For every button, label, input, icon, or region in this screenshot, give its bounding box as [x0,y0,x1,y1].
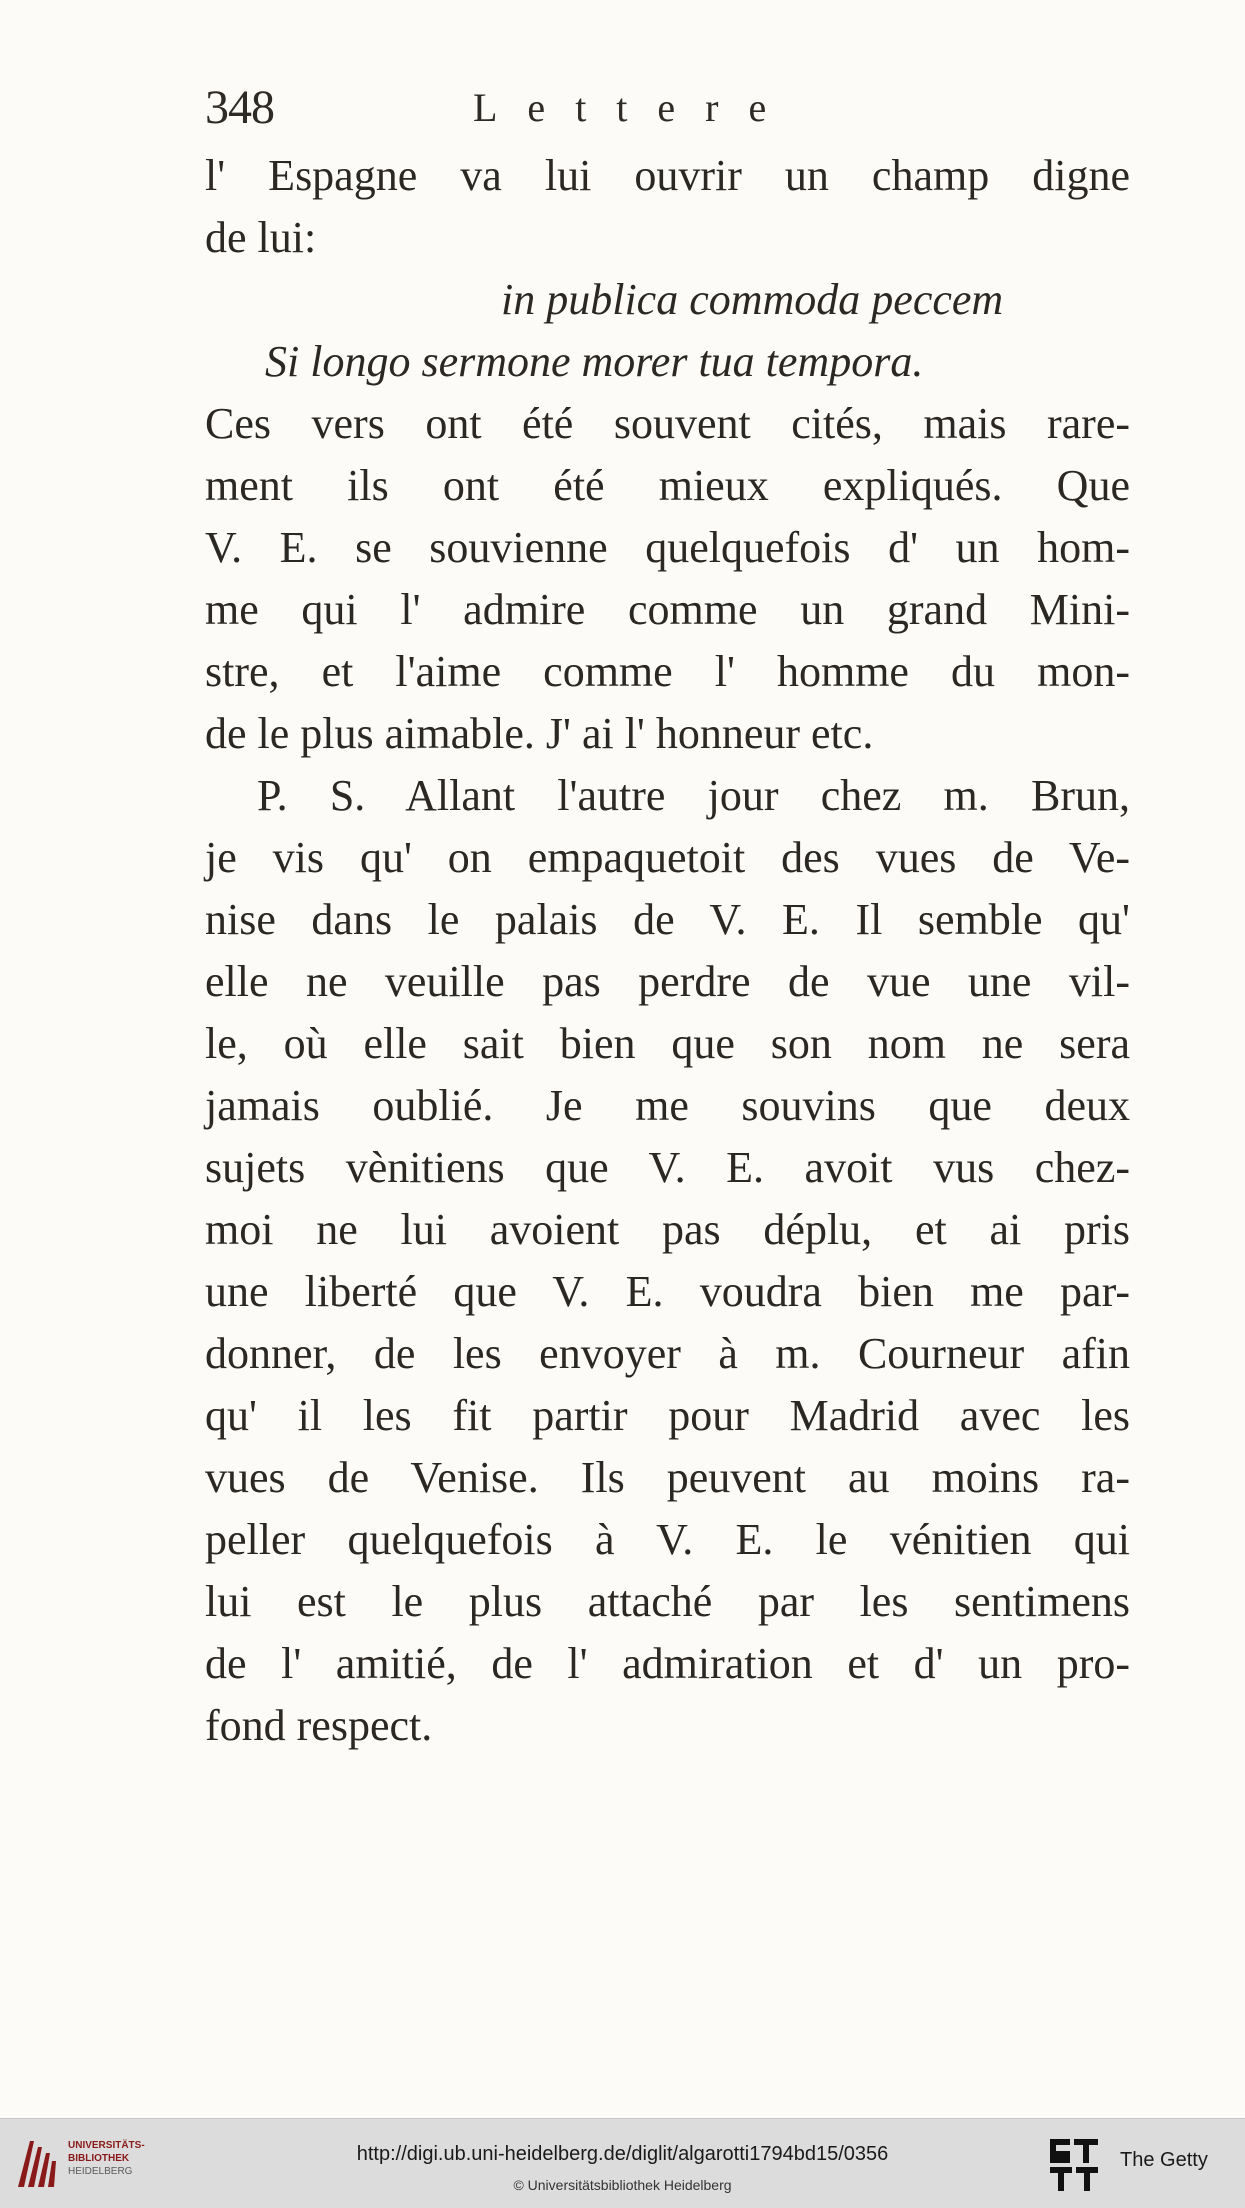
text-line: peller quelquefois à V. E. le vénitien qui [205,1515,1130,1564]
text-line: jamais oublié. Je me souvins que deux [205,1081,1130,1130]
copyright-notice: © Universitätsbibliothek Heidelberg [513,2177,732,2193]
text-line: sujets vènitiens que V. E. avoit vus chez- [205,1143,1130,1192]
text-line: fond respect. [205,1701,433,1750]
page-header [205,80,1065,140]
verse-line: in publica commoda peccem [501,275,1004,324]
running-head: Lettere [473,85,797,130]
text-line: de le plus aimable. J' ai l' honneur etc. [205,709,874,758]
institution-line: HEIDELBERG [68,2166,133,2177]
text-line: P. S. Allant l'autre jour chez m. Brun, [257,771,1130,820]
text-line: je vis qu' on empaquetoit des vues de Ve- [205,833,1130,882]
text-line: elle ne veuille pas perdre de vue une vil- [205,957,1130,1006]
text-line: moi ne lui avoient pas déplu, et ai pris [205,1205,1130,1254]
text-line: l' Espagne va lui ouvrir un champ digne [205,151,1130,200]
permalink-url[interactable]: http://digi.ub.uni-heidelberg.de/diglit/algarotti1794bd15/0356 [356,2143,889,2165]
text-line: le, où elle sait bien que son nom ne sera [205,1019,1130,1068]
text-line: nise dans le palais de V. E. Il semble qu' [205,895,1130,944]
text-line: Ces vers ont été souvent cités, mais rare- [205,399,1130,448]
text-line: me qui l' admire comme un grand Mini- [205,585,1130,634]
body-text [205,145,1130,1757]
text-line: ment ils ont été mieux expliqués. Que [205,461,1130,510]
text-line: stre, et l'aime comme l' homme du mon- [205,647,1130,696]
text-line: vues de Venise. Ils peuvent au moins ra- [205,1453,1130,1502]
institution-line: UNIVERSITÄTS- [68,2140,145,2151]
page-number: 348 [205,81,274,134]
text-line: qu' il les fit partir pour Madrid avec les [205,1391,1130,1440]
getty-label: The Getty [1120,2149,1208,2171]
verse-line: Si longo sermone morer tua tempora. [265,337,924,386]
institution-line: BIBLIOTHEK [68,2153,130,2164]
text-line: une liberté que V. E. voudra bien me par- [205,1267,1130,1316]
text-line: donner, de les envoyer à m. Courneur afin [205,1329,1130,1378]
viewer-footer [0,2118,1245,2208]
text-line: de l' amitié, de l' admiration et d' un pro- [205,1639,1130,1688]
text-line: V. E. se souvienne quelquefois d' un hom- [205,523,1130,572]
text-line: de lui: [205,213,317,262]
getty-logo-icon [1048,2137,1100,2193]
text-line: lui est le plus attaché par les sentimens [205,1577,1130,1626]
